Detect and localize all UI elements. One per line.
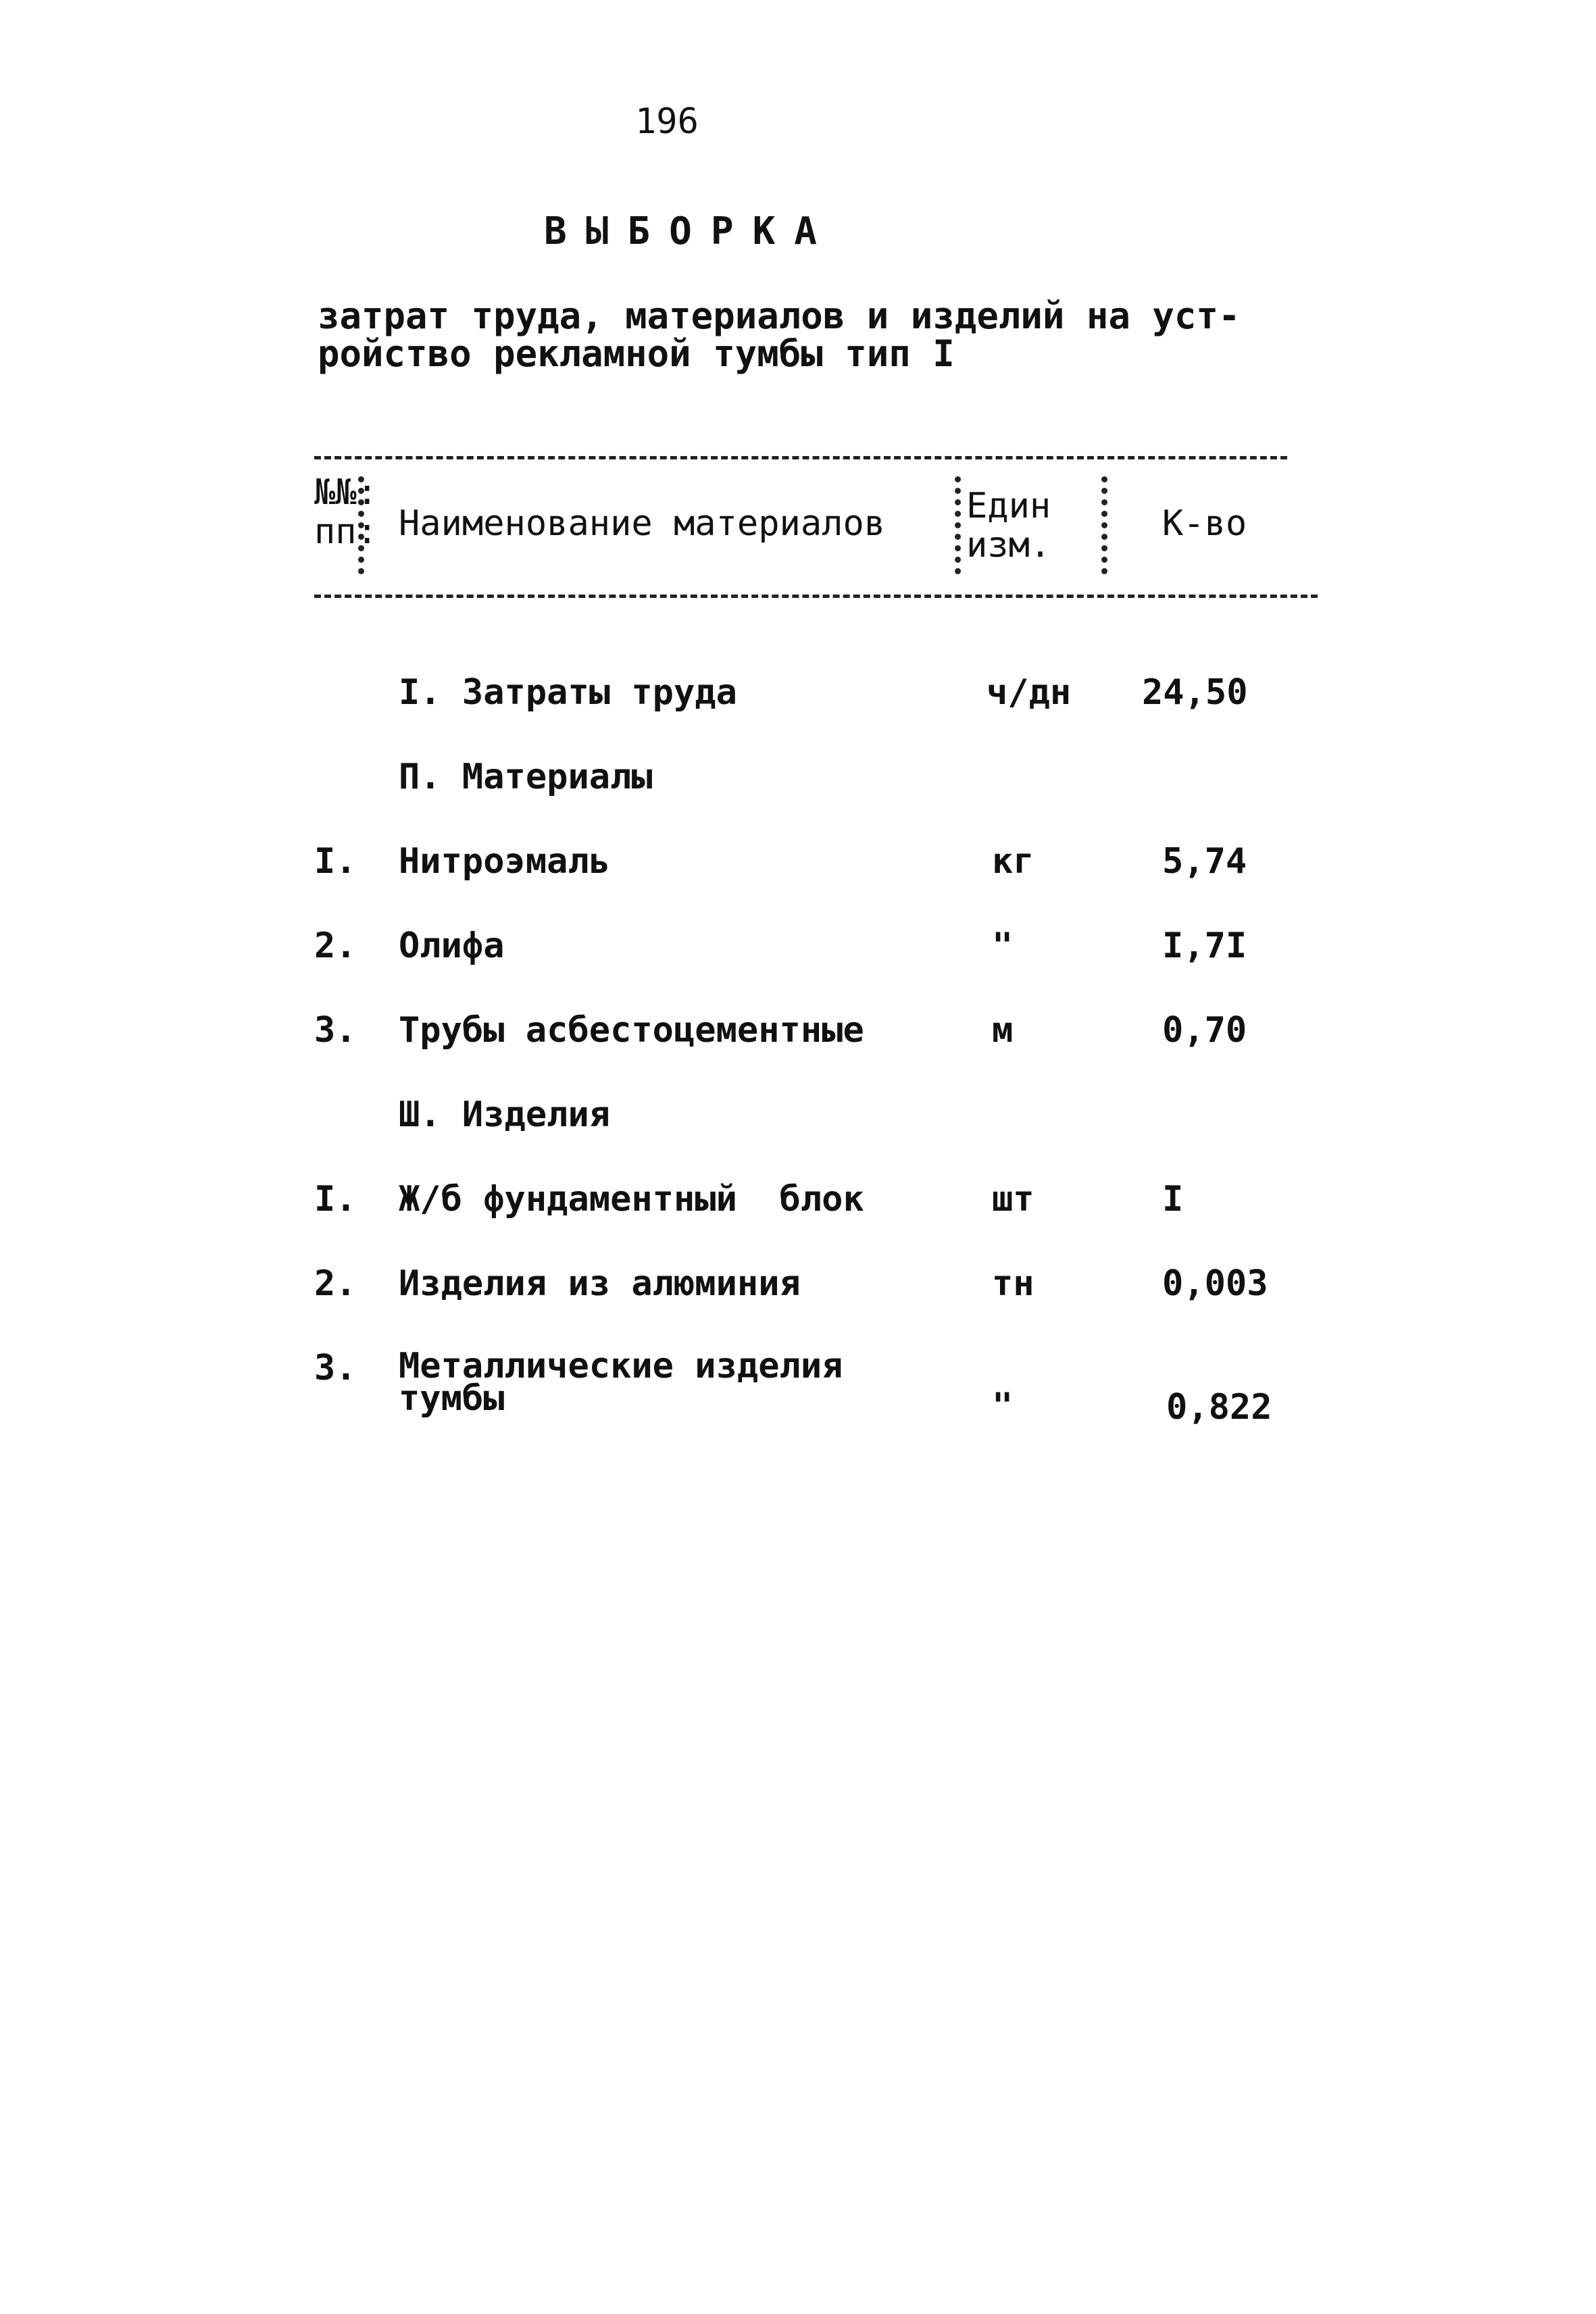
row-unit: м: [992, 1010, 1014, 1051]
header-unit: Един изм.: [966, 486, 1051, 565]
row-number: 3.: [314, 1010, 357, 1051]
header-divider: [1101, 476, 1113, 574]
row-number: 3.: [314, 1348, 357, 1388]
row-name: I. Затраты труда: [399, 672, 737, 713]
header-quantity: К-во: [1162, 503, 1247, 544]
row-quantity: 0,003: [1162, 1263, 1268, 1304]
row-name: Олифа: [399, 926, 505, 966]
row-quantity: 0,70: [1162, 1010, 1247, 1051]
row-name: Изделия из алюминия: [399, 1263, 801, 1304]
row-number: 2.: [314, 926, 357, 966]
row-name: Трубы асбестоцементные: [399, 1010, 864, 1051]
row-unit: тн: [992, 1263, 1034, 1304]
row-quantity: I,7I: [1162, 926, 1247, 966]
row-quantity: 5,74: [1162, 841, 1247, 882]
row-unit: кг: [992, 841, 1034, 882]
row-unit: ": [992, 926, 1014, 966]
table-header-rule: [314, 595, 1318, 598]
header-number: №№: пп:: [314, 472, 378, 552]
document-title: ВЫБОРКА: [544, 209, 837, 253]
row-name: Ж/б фундаментный блок: [399, 1179, 864, 1219]
row-quantity: 24,50: [1142, 672, 1248, 713]
header-divider: [955, 476, 966, 574]
row-number: I.: [314, 1179, 357, 1219]
row-number: I.: [314, 841, 357, 882]
row-quantity: 0,822: [1166, 1387, 1272, 1428]
document-subtitle: затрат труда, материалов и изделий на уст- ройство рекламной тумбы тип I: [318, 295, 1241, 375]
header-divider: [358, 476, 370, 574]
row-quantity: I: [1162, 1179, 1184, 1219]
row-unit: ч/дн: [987, 672, 1072, 713]
page-number: 196: [635, 101, 699, 142]
row-name: Металлические изделия тумбы: [399, 1346, 843, 1419]
row-number: 2.: [314, 1263, 357, 1304]
row-name: П. Материалы: [399, 757, 653, 797]
header-name: Наименование материалов: [399, 503, 886, 544]
row-unit: ": [992, 1386, 1014, 1426]
row-unit: шт: [992, 1179, 1034, 1219]
row-name: Ш. Изделия: [399, 1095, 611, 1135]
row-name: Нитроэмаль: [399, 841, 611, 882]
table-top-rule: [314, 456, 1287, 459]
